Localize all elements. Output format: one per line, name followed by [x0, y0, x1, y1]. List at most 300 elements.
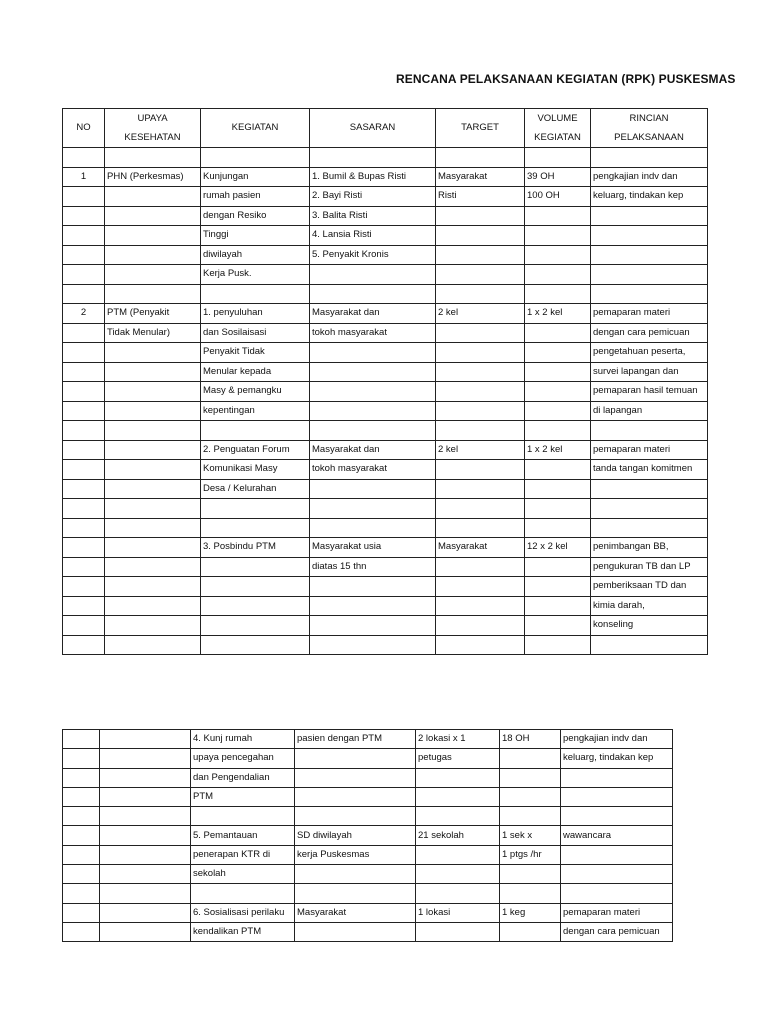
- cell-volume: [525, 245, 591, 265]
- cell-upaya: [100, 826, 191, 845]
- cell-upaya: [105, 245, 201, 265]
- cell-no: [63, 807, 100, 826]
- cell-upaya: [105, 460, 201, 480]
- cell-kegiatan: 5. Pemantauan: [191, 826, 295, 845]
- table-row: [63, 187, 708, 207]
- table-row: [63, 167, 708, 187]
- cell-sasaran: tokoh masyarakat: [310, 460, 436, 480]
- table-row: [63, 903, 673, 922]
- cell-volume: [525, 616, 591, 636]
- cell-sasaran: Masyarakat dan: [310, 304, 436, 324]
- cell-kegiatan: penerapan KTR di: [191, 845, 295, 864]
- cell-upaya: [105, 577, 201, 597]
- cell-no: [63, 265, 105, 285]
- cell-no: [63, 596, 105, 616]
- cell-upaya: [100, 922, 191, 941]
- table-row: [63, 538, 708, 558]
- cell-rincian: tanda tangan komitmen: [591, 460, 708, 480]
- cell-volume: [525, 479, 591, 499]
- cell-volume: [525, 265, 591, 285]
- cell-no: [63, 845, 100, 864]
- table-row: [63, 826, 673, 845]
- cell-target: [436, 557, 525, 577]
- cell-kegiatan: rumah pasien: [201, 187, 310, 207]
- cell-no: [63, 826, 100, 845]
- cell-rincian: pemaparan materi: [561, 903, 673, 922]
- cell-volume: 1 keg: [500, 903, 561, 922]
- table-row: [63, 245, 708, 265]
- cell-kegiatan: PTM: [191, 787, 295, 806]
- cell-kegiatan: [201, 596, 310, 616]
- cell-volume: [525, 460, 591, 480]
- cell-no: [63, 730, 100, 749]
- table-row: [63, 616, 708, 636]
- cell-sasaran: [310, 596, 436, 616]
- table-row: [63, 440, 708, 460]
- table-row: [63, 265, 708, 285]
- cell-volume: 39 OH: [525, 167, 591, 187]
- cell-no: [63, 460, 105, 480]
- cell-kegiatan: [201, 284, 310, 304]
- cell-target: Risti: [436, 187, 525, 207]
- cell-sasaran: [310, 362, 436, 382]
- cell-sasaran: Masyarakat usia: [310, 538, 436, 558]
- cell-sasaran: [295, 922, 416, 941]
- header-kegiatan: KEGIATAN: [201, 109, 310, 148]
- cell-sasaran: [310, 616, 436, 636]
- cell-rincian: keluarg, tindakan kep: [591, 187, 708, 207]
- cell-rincian: [591, 499, 708, 519]
- cell-rincian: pengetahuan peserta,: [591, 343, 708, 363]
- cell-kegiatan: sekolah: [191, 865, 295, 884]
- cell-sasaran: [310, 499, 436, 519]
- cell-no: [63, 206, 105, 226]
- cell-target: 2 kel: [436, 304, 525, 324]
- cell-volume: [500, 807, 561, 826]
- cell-rincian: wawancara: [561, 826, 673, 845]
- cell-volume: [525, 148, 591, 168]
- cell-upaya: [100, 903, 191, 922]
- cell-target: [436, 499, 525, 519]
- cell-rincian: pengukuran TB dan LP: [591, 557, 708, 577]
- cell-rincian: [591, 284, 708, 304]
- cell-target: [436, 596, 525, 616]
- table-row: [63, 730, 673, 749]
- cell-upaya: [105, 343, 201, 363]
- cell-sasaran: [310, 479, 436, 499]
- cell-kegiatan: kepentingan: [201, 401, 310, 421]
- cell-no: [63, 148, 105, 168]
- cell-upaya: [105, 401, 201, 421]
- cell-rincian: pemberiksaan TD dan: [591, 577, 708, 597]
- header-upaya-kesehatan: UPAYA KESEHATAN: [105, 109, 201, 148]
- cell-kegiatan: [201, 557, 310, 577]
- cell-upaya: [105, 479, 201, 499]
- cell-sasaran: pasien dengan PTM: [295, 730, 416, 749]
- cell-upaya: [105, 187, 201, 207]
- cell-target: [436, 421, 525, 441]
- cell-kegiatan: dengan Resiko: [201, 206, 310, 226]
- cell-kegiatan: [201, 499, 310, 519]
- table-row: [63, 499, 708, 519]
- table-row: [63, 749, 673, 768]
- cell-volume: [500, 749, 561, 768]
- cell-kegiatan: dan Sosilaisasi: [201, 323, 310, 343]
- cell-volume: [525, 343, 591, 363]
- cell-kegiatan: Penyakit Tidak: [201, 343, 310, 363]
- cell-volume: [525, 382, 591, 402]
- cell-upaya: [105, 616, 201, 636]
- table-row: [63, 865, 673, 884]
- table-row: [63, 845, 673, 864]
- cell-sasaran: [310, 518, 436, 538]
- cell-target: Masyarakat: [436, 538, 525, 558]
- cell-volume: [500, 787, 561, 806]
- cell-upaya: [105, 557, 201, 577]
- cell-upaya: PTM (Penyakit: [105, 304, 201, 324]
- cell-rincian: [591, 635, 708, 655]
- cell-volume: [525, 206, 591, 226]
- table-row: [63, 518, 708, 538]
- cell-target: 2 lokasi x 1: [416, 730, 500, 749]
- cell-rincian: survei lapangan dan: [591, 362, 708, 382]
- cell-kegiatan: 2. Penguatan Forum: [201, 440, 310, 460]
- cell-sasaran: 3. Balita Risti: [310, 206, 436, 226]
- table-row: [63, 460, 708, 480]
- cell-kegiatan: 4. Kunj rumah: [191, 730, 295, 749]
- cell-volume: [500, 884, 561, 903]
- cell-volume: 1 x 2 kel: [525, 440, 591, 460]
- cell-rincian: [591, 265, 708, 285]
- cell-sasaran: [310, 343, 436, 363]
- cell-volume: [525, 323, 591, 343]
- cell-upaya: [105, 421, 201, 441]
- cell-rincian: pemaparan materi: [591, 440, 708, 460]
- cell-volume: 1 ptgs /hr: [500, 845, 561, 864]
- cell-sasaran: diatas 15 thn: [310, 557, 436, 577]
- table-row: [63, 382, 708, 402]
- cell-no: 2: [63, 304, 105, 324]
- cell-target: [436, 226, 525, 246]
- cell-sasaran: kerja Puskesmas: [295, 845, 416, 864]
- cell-upaya: [100, 787, 191, 806]
- cell-no: [63, 440, 105, 460]
- cell-no: [63, 903, 100, 922]
- cell-volume: [500, 865, 561, 884]
- cell-upaya: [105, 499, 201, 519]
- cell-kegiatan: [201, 518, 310, 538]
- page-title: RENCANA PELAKSANAAN KEGIATAN (RPK) PUSKESMAS: [396, 72, 736, 86]
- table-row: [63, 362, 708, 382]
- cell-target: [416, 768, 500, 787]
- cell-upaya: [105, 382, 201, 402]
- table-row: [63, 635, 708, 655]
- cell-upaya: [105, 206, 201, 226]
- cell-upaya: [105, 265, 201, 285]
- header-no: NO: [63, 109, 105, 148]
- cell-upaya: [100, 768, 191, 787]
- cell-no: [63, 557, 105, 577]
- cell-kegiatan: [191, 807, 295, 826]
- cell-rincian: [591, 479, 708, 499]
- cell-target: 2 kel: [436, 440, 525, 460]
- cell-rincian: penimbangan BB,: [591, 538, 708, 558]
- cell-volume: [525, 499, 591, 519]
- cell-rincian: pengkajian indv dan: [591, 167, 708, 187]
- cell-target: [416, 865, 500, 884]
- table-row: [63, 557, 708, 577]
- cell-target: petugas: [416, 749, 500, 768]
- cell-no: [63, 865, 100, 884]
- cell-sasaran: [310, 401, 436, 421]
- cell-kegiatan: [201, 577, 310, 597]
- cell-sasaran: [310, 148, 436, 168]
- cell-kegiatan: 1. penyuluhan: [201, 304, 310, 324]
- cell-no: [63, 421, 105, 441]
- cell-volume: [500, 768, 561, 787]
- cell-rincian: [561, 768, 673, 787]
- cell-sasaran: [295, 749, 416, 768]
- cell-kegiatan: Masy & pemangku: [201, 382, 310, 402]
- cell-target: 1 lokasi: [416, 903, 500, 922]
- cell-no: [63, 538, 105, 558]
- cell-sasaran: [295, 865, 416, 884]
- header-volume-kegiatan: VOLUME KEGIATAN: [525, 109, 591, 148]
- cell-sasaran: [310, 382, 436, 402]
- cell-volume: 1 sek x: [500, 826, 561, 845]
- cell-volume: [525, 421, 591, 441]
- cell-sasaran: [295, 787, 416, 806]
- cell-sasaran: [295, 807, 416, 826]
- cell-kegiatan: 3. Posbindu PTM: [201, 538, 310, 558]
- cell-rincian: [591, 421, 708, 441]
- cell-target: [436, 616, 525, 636]
- cell-target: [436, 479, 525, 499]
- cell-kegiatan: Menular kepada: [201, 362, 310, 382]
- cell-rincian: keluarg, tindakan kep: [561, 749, 673, 768]
- cell-target: [436, 284, 525, 304]
- cell-rincian: pemaparan materi: [591, 304, 708, 324]
- cell-upaya: [100, 845, 191, 864]
- header-rincian-pelaksanaan: RINCIAN PELAKSANAAN: [591, 109, 708, 148]
- cell-upaya: [100, 749, 191, 768]
- table-row: [63, 768, 673, 787]
- table-row: [63, 343, 708, 363]
- cell-volume: [525, 284, 591, 304]
- cell-volume: [525, 362, 591, 382]
- cell-upaya: PHN (Perkesmas): [105, 167, 201, 187]
- cell-kegiatan: Tinggi: [201, 226, 310, 246]
- table-row: [63, 401, 708, 421]
- cell-target: [436, 518, 525, 538]
- cell-upaya: [105, 148, 201, 168]
- cell-rincian: [591, 206, 708, 226]
- cell-upaya: [100, 730, 191, 749]
- cell-rincian: pemaparan hasil temuan: [591, 382, 708, 402]
- cell-no: [63, 635, 105, 655]
- cell-upaya: [105, 596, 201, 616]
- cell-no: [63, 577, 105, 597]
- cell-volume: [500, 922, 561, 941]
- cell-target: Masyarakat: [436, 167, 525, 187]
- cell-upaya: [105, 284, 201, 304]
- cell-sasaran: SD diwilayah: [295, 826, 416, 845]
- cell-target: [416, 807, 500, 826]
- cell-no: [63, 479, 105, 499]
- cell-upaya: [105, 226, 201, 246]
- cell-upaya: [100, 807, 191, 826]
- cell-no: [63, 499, 105, 519]
- cell-upaya: [105, 635, 201, 655]
- cell-rincian: dengan cara pemicuan: [591, 323, 708, 343]
- cell-target: [436, 323, 525, 343]
- cell-kegiatan: [191, 884, 295, 903]
- cell-upaya: [100, 884, 191, 903]
- cell-upaya: [105, 518, 201, 538]
- cell-target: [436, 343, 525, 363]
- cell-volume: [525, 401, 591, 421]
- cell-kegiatan: Komunikasi Masy: [201, 460, 310, 480]
- cell-no: 1: [63, 167, 105, 187]
- cell-target: [436, 206, 525, 226]
- cell-target: 21 sekolah: [416, 826, 500, 845]
- cell-sasaran: 4. Lansia Risti: [310, 226, 436, 246]
- cell-volume: [525, 596, 591, 616]
- cell-target: [436, 148, 525, 168]
- table-row: [63, 148, 708, 168]
- cell-rincian: [561, 865, 673, 884]
- table-row: [63, 577, 708, 597]
- cell-no: [63, 362, 105, 382]
- cell-volume: [525, 518, 591, 538]
- cell-kegiatan: Kunjungan: [201, 167, 310, 187]
- cell-no: [63, 245, 105, 265]
- cell-sasaran: tokoh masyarakat: [310, 323, 436, 343]
- cell-target: [436, 382, 525, 402]
- cell-no: [63, 749, 100, 768]
- cell-rincian: [561, 884, 673, 903]
- cell-kegiatan: [201, 635, 310, 655]
- cell-sasaran: [310, 421, 436, 441]
- cell-target: [436, 362, 525, 382]
- cell-sasaran: 2. Bayi Risti: [310, 187, 436, 207]
- cell-no: [63, 323, 105, 343]
- cell-no: [63, 226, 105, 246]
- cell-no: [63, 518, 105, 538]
- cell-target: [416, 922, 500, 941]
- cell-volume: [525, 226, 591, 246]
- cell-upaya: [105, 538, 201, 558]
- cell-volume: [525, 635, 591, 655]
- cell-sasaran: 1. Bumil & Bupas Risti: [310, 167, 436, 187]
- cell-no: [63, 284, 105, 304]
- cell-rincian: [561, 807, 673, 826]
- cell-kegiatan: Kerja Pusk.: [201, 265, 310, 285]
- cell-no: [63, 343, 105, 363]
- cell-rincian: [561, 845, 673, 864]
- cell-rincian: kimia darah,: [591, 596, 708, 616]
- cell-volume: 1 x 2 kel: [525, 304, 591, 324]
- cell-upaya: Tidak Menular): [105, 323, 201, 343]
- cell-target: [436, 577, 525, 597]
- cell-kegiatan: [201, 148, 310, 168]
- cell-no: [63, 382, 105, 402]
- cell-rincian: konseling: [591, 616, 708, 636]
- cell-no: [63, 616, 105, 636]
- cell-kegiatan: [201, 421, 310, 441]
- cell-target: [416, 845, 500, 864]
- cell-rincian: [591, 148, 708, 168]
- table-row: [63, 787, 673, 806]
- rpk-table-1: [62, 108, 708, 655]
- cell-no: [63, 768, 100, 787]
- cell-upaya: [105, 440, 201, 460]
- cell-sasaran: 5. Penyakit Kronis: [310, 245, 436, 265]
- cell-no: [63, 187, 105, 207]
- cell-sasaran: [295, 768, 416, 787]
- cell-sasaran: [310, 577, 436, 597]
- table-row: [63, 421, 708, 441]
- cell-sasaran: Masyarakat: [295, 903, 416, 922]
- cell-kegiatan: 6. Sosialisasi perilaku: [191, 903, 295, 922]
- cell-volume: [525, 577, 591, 597]
- table-header-row: [63, 109, 708, 148]
- cell-kegiatan: Desa / Kelurahan: [201, 479, 310, 499]
- cell-target: [436, 635, 525, 655]
- cell-rincian: [561, 787, 673, 806]
- cell-no: [63, 884, 100, 903]
- cell-target: [436, 265, 525, 285]
- cell-volume: 18 OH: [500, 730, 561, 749]
- cell-target: [436, 460, 525, 480]
- rpk-table-2: [62, 729, 673, 942]
- cell-rincian: [591, 518, 708, 538]
- cell-kegiatan: upaya pencegahan: [191, 749, 295, 768]
- table-row: [63, 206, 708, 226]
- table-row: [63, 884, 673, 903]
- cell-target: [416, 884, 500, 903]
- cell-target: [416, 787, 500, 806]
- cell-kegiatan: kendalikan PTM: [191, 922, 295, 941]
- cell-rincian: [591, 226, 708, 246]
- cell-upaya: [100, 865, 191, 884]
- cell-rincian: dengan cara pemicuan: [561, 922, 673, 941]
- table-row: [63, 226, 708, 246]
- table-row: [63, 596, 708, 616]
- table-row: [63, 304, 708, 324]
- cell-no: [63, 787, 100, 806]
- table-row: [63, 479, 708, 499]
- header-sasaran: SASARAN: [310, 109, 436, 148]
- cell-rincian: [591, 245, 708, 265]
- cell-rincian: pengkajian indv dan: [561, 730, 673, 749]
- cell-rincian: di lapangan: [591, 401, 708, 421]
- cell-sasaran: [310, 265, 436, 285]
- cell-upaya: [105, 362, 201, 382]
- table-row: [63, 284, 708, 304]
- cell-no: [63, 401, 105, 421]
- cell-target: [436, 245, 525, 265]
- cell-volume: 12 x 2 kel: [525, 538, 591, 558]
- table-row: [63, 922, 673, 941]
- table-row: [63, 807, 673, 826]
- cell-sasaran: Masyarakat dan: [310, 440, 436, 460]
- cell-kegiatan: diwilayah: [201, 245, 310, 265]
- cell-no: [63, 922, 100, 941]
- cell-volume: 100 OH: [525, 187, 591, 207]
- cell-sasaran: [310, 284, 436, 304]
- cell-target: [436, 401, 525, 421]
